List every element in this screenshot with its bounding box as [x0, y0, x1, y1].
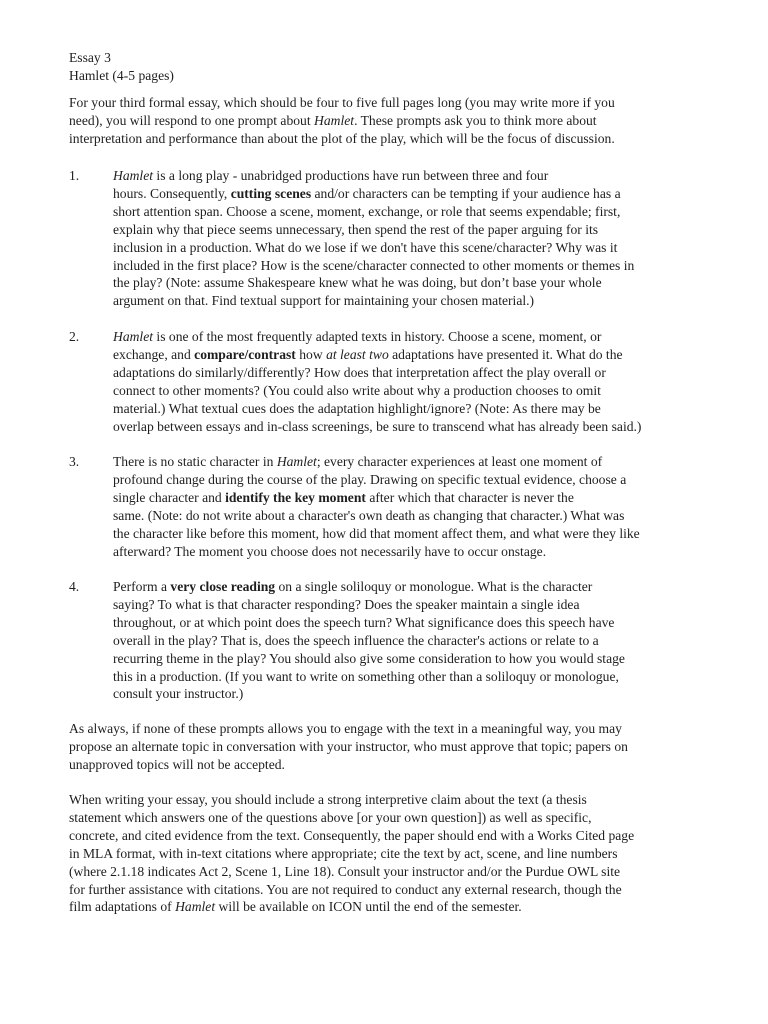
prompt-number: 1. — [69, 168, 80, 183]
text-line: this in a production. (If you want to write on something other than a soliloquy or monologue, — [113, 668, 619, 684]
text-line: saying? To what is that character responding? Does the speaker maintain a single idea — [113, 596, 580, 612]
text-line: the character like before this moment, how did that moment affect them, and what were they like — [113, 525, 640, 541]
text-line: hours. Consequently, cutting scenes and/or characters can be tempting if your audience has a — [113, 185, 621, 201]
text-line: As always, if none of these prompts allows you to engage with the text in a meaningful way, you may — [69, 721, 622, 736]
text-line: concrete, and cited evidence from the text. Consequently, the paper should end with a Works Cited page — [69, 827, 635, 843]
text-line: unapproved topics will not be accepted. — [69, 756, 285, 772]
requirements-paragraph — [69, 791, 709, 916]
text-line: propose an alternate topic in conversation with your instructor, who must approve that topic; papers on — [69, 738, 628, 754]
text-line: profound change during the course of the play. Drawing on specific textual evidence, choose a — [113, 471, 627, 487]
prompt-number: 4. — [69, 579, 80, 594]
document-header — [69, 49, 709, 85]
text-line: consult your instructor.) — [113, 686, 244, 702]
text-line: need), you will respond to one prompt about Hamlet. These prompts ask you to think more about — [69, 112, 597, 128]
text-line: There is no static character in Hamlet; every character experiences at least one moment of — [113, 454, 603, 469]
text-line: Hamlet is a long play - unabridged productions have run between three and four — [113, 168, 549, 183]
prompt-text — [113, 453, 713, 560]
text-line: same. (Note: do not write about a character's own death as changing that character.) What was — [113, 507, 625, 523]
text-line: the play? (Note: assume Shakespeare knew what he was doing, but don’t base your whole — [113, 275, 602, 291]
alternate-topic-paragraph — [69, 720, 709, 774]
prompt-text — [113, 578, 713, 703]
prompt-text — [113, 328, 713, 435]
text-line: connect to other moments? (You could also write about why a production chooses to omit — [113, 382, 601, 398]
text-line: throughout, or at which point does the speech turn? What significance does this speech have — [113, 614, 615, 630]
text-line: short attention span. Choose a scene, moment, exchange, or role that seems expendable; first, — [113, 203, 621, 219]
prompt-item-2 — [69, 328, 709, 435]
text-line: exchange, and compare/contrast how at least two adaptations have presented it. What do the — [113, 346, 623, 362]
text-line: overall in the play? That is, does the speech influence the character's actions or relate to a — [113, 632, 599, 648]
essay-subtitle: Hamlet (4-5 pages) — [69, 67, 174, 83]
prompt-item-4 — [69, 578, 709, 703]
text-line: Perform a very close reading on a single soliloquy or monologue. What is the character — [113, 579, 593, 594]
text-line: material.) What textual cues does the adaptation highlight/ignore? (Note: As there may be — [113, 400, 601, 416]
text-line: explain why that piece seems unnecessary, then spend the rest of the paper arguing for its — [113, 221, 599, 237]
prompt-text — [113, 167, 713, 310]
text-line: inclusion in a production. What do we lose if we don't have this scene/character? Why was it — [113, 239, 618, 255]
text-line: For your third formal essay, which should be four to five full pages long (you may write more if you — [69, 95, 615, 110]
text-line: single character and identify the key moment after which that character is never the — [113, 489, 574, 505]
text-line: afterward? The moment you choose does not necessarily have to occur onstage. — [113, 543, 547, 559]
prompt-number: 2. — [69, 329, 80, 344]
text-line: Hamlet is one of the most frequently adapted texts in history. Choose a scene, moment, or — [113, 329, 602, 344]
text-line: interpretation and performance than about the plot of the play, which will be the focus of discussion. — [69, 130, 615, 146]
prompt-number: 3. — [69, 454, 80, 469]
text-line: recurring theme in the play? You should also give some consideration to how you would stage — [113, 650, 625, 666]
text-line: adaptations do similarly/differently? How does that interpretation affect the play overall or — [113, 364, 606, 380]
text-line: in MLA format, with in-text citations where appropriate; cite the text by act, scene, and line numbers — [69, 845, 618, 861]
text-line: included in the first place? How is the scene/character connected to other moments or themes in — [113, 257, 635, 273]
text-line: When writing your essay, you should include a strong interpretive claim about the text (a thesis — [69, 792, 587, 807]
text-line: overlap between essays and in-class screenings, be sure to transcend what has already been said.) — [113, 418, 642, 434]
essay-title: Essay 3 — [69, 50, 111, 65]
prompt-item-1 — [69, 167, 709, 310]
text-line: statement which answers one of the questions above [or your own question]) as well as specific, — [69, 809, 592, 825]
text-line: film adaptations of Hamlet will be available on ICON until the end of the semester. — [69, 899, 522, 915]
text-line: (where 2.1.18 indicates Act 2, Scene 1, Line 18). Consult your instructor and/or the Purdue OWL site — [69, 863, 621, 879]
text-line: for further assistance with citations. You are not required to conduct any external research, though the — [69, 881, 622, 897]
prompt-item-3 — [69, 453, 709, 560]
intro-paragraph — [69, 94, 709, 148]
text-line: argument on that. Find textual support for maintaining your chosen material.) — [113, 293, 535, 309]
